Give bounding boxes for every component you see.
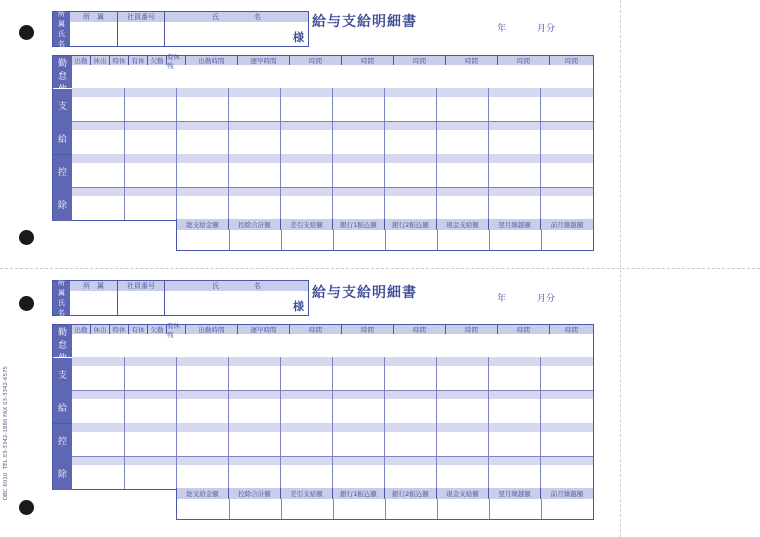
- dept-header: 所 属: [70, 12, 118, 22]
- col-rule: [332, 357, 333, 489]
- col-rule: [124, 88, 125, 220]
- label-yukyu: 有休: [129, 56, 148, 65]
- name-box-side: [53, 12, 70, 46]
- col-rule: [281, 230, 282, 250]
- name-header: 氏 名: [212, 282, 261, 290]
- col-rule: [540, 357, 541, 489]
- side-char: 控: [57, 168, 67, 178]
- name-box-side: [53, 281, 70, 315]
- side-char: 属: [58, 289, 65, 297]
- payment-side: [53, 88, 72, 155]
- detail-grid: [52, 321, 594, 490]
- col-rule: [489, 499, 490, 519]
- label-kyushutsu: 休出: [91, 56, 110, 65]
- col-rule: [281, 499, 282, 519]
- name-box: [52, 11, 309, 47]
- pay-slip-bottom: [0, 269, 620, 534]
- col-rule: [280, 357, 281, 489]
- col-rule: [489, 230, 490, 250]
- bank1-label: 銀行1振込額: [333, 219, 385, 230]
- sama-label: 様: [293, 300, 304, 313]
- col-rule: [124, 357, 125, 489]
- col-rule: [385, 499, 386, 519]
- label-shukkin: 出勤: [72, 56, 91, 65]
- col-rule: [333, 499, 334, 519]
- bank2-label: 銀行2振込額: [385, 219, 437, 230]
- side-char: 控: [57, 437, 67, 447]
- side-char: 所: [58, 279, 65, 287]
- col-rule: [488, 88, 489, 220]
- side-char: 怠: [57, 72, 67, 82]
- detail-grid: [52, 52, 594, 221]
- cash-label: 現金支給額: [437, 488, 489, 499]
- contact-line: TEL 03-3342-1880 FAX 03-3342-6575: [3, 366, 9, 470]
- side-char: 給: [57, 404, 67, 414]
- employee-no-field[interactable]: [118, 22, 165, 46]
- carry-prev-label: 前月繰越額: [541, 219, 593, 230]
- side-char: 所: [58, 10, 65, 18]
- label-work-hours: 出勤時間: [186, 56, 238, 65]
- side-char: 給: [57, 135, 67, 145]
- col-rule: [436, 88, 437, 220]
- label-yukyu-zan: 有休残: [167, 325, 186, 334]
- label-kekkin: 欠勤: [148, 56, 167, 65]
- col-rule: [176, 357, 177, 489]
- label-hours: 時間: [290, 325, 342, 334]
- col-rule: [332, 88, 333, 220]
- side-char: 氏: [58, 30, 65, 38]
- label-hours: 時間: [446, 56, 498, 65]
- label-hours: 時間: [498, 325, 550, 334]
- side-char: 怠: [57, 341, 67, 351]
- side-char: 勤: [57, 59, 67, 69]
- label-tokkyu: 特休: [110, 325, 129, 334]
- side-char: 属: [58, 20, 65, 28]
- dept-header: 所 属: [70, 281, 118, 291]
- label-yukyu: 有休: [129, 325, 148, 334]
- bank2-label: 銀行2振込額: [385, 488, 437, 499]
- col-rule: [176, 88, 177, 220]
- label-kekkin: 欠勤: [148, 325, 167, 334]
- label-hours: 時間: [394, 325, 446, 334]
- cash-label: 現金支給額: [437, 219, 489, 230]
- col-rule: [437, 499, 438, 519]
- net-pay-label: 差引支給額: [281, 488, 333, 499]
- col-rule: [333, 230, 334, 250]
- dept-field[interactable]: [70, 291, 118, 315]
- deduction-side: [53, 154, 72, 221]
- dept-field[interactable]: [70, 22, 118, 46]
- carry-next-label: 翌月繰越額: [489, 488, 541, 499]
- form-title: 給与支給明細書: [312, 14, 417, 30]
- carry-next-label: 翌月繰越額: [489, 219, 541, 230]
- col-rule: [229, 499, 230, 519]
- sama-label: 様: [293, 31, 304, 44]
- totals-row: [176, 488, 594, 520]
- name-field[interactable]: [165, 22, 308, 46]
- col-rule: [541, 230, 542, 250]
- form-title: 給与支給明細書: [312, 285, 417, 301]
- employee-no-field[interactable]: [118, 291, 165, 315]
- employee-no-header: 社員番号: [118, 12, 165, 22]
- label-hours: 時間: [290, 56, 342, 65]
- net-pay-label: 差引支給額: [281, 219, 333, 230]
- label-hours: 時間: [550, 325, 593, 334]
- col-rule: [228, 88, 229, 220]
- col-rule: [385, 230, 386, 250]
- name-box: [52, 280, 309, 316]
- side-char: 除: [57, 201, 67, 211]
- bank1-label: 銀行1振込額: [333, 488, 385, 499]
- label-yukyu-zan: 有休残: [167, 56, 186, 65]
- col-rule: [228, 357, 229, 489]
- name-field[interactable]: [165, 291, 308, 315]
- side-char: 支: [57, 102, 67, 112]
- col-rule: [436, 357, 437, 489]
- side-char: 支: [57, 371, 67, 381]
- col-rule: [437, 230, 438, 250]
- total-deduction-label: 控除合計額: [229, 219, 281, 230]
- form-code: OBC 6010: [3, 472, 9, 501]
- label-late-early: 遅早時間: [238, 56, 290, 65]
- label-kyushutsu: 休出: [91, 325, 110, 334]
- col-rule: [384, 88, 385, 220]
- label-hours: 時間: [498, 56, 550, 65]
- side-char: 氏: [58, 299, 65, 307]
- total-pay-label: 総支給金額: [177, 219, 229, 230]
- label-late-early: 遅早時間: [238, 325, 290, 334]
- name-header: 氏 名: [212, 13, 261, 21]
- side-char: 名: [58, 40, 65, 48]
- label-hours: 時間: [394, 56, 446, 65]
- col-rule: [541, 499, 542, 519]
- label-hours: 時間: [446, 325, 498, 334]
- label-work-hours: 出勤時間: [186, 325, 238, 334]
- totals-row: [176, 219, 594, 251]
- label-hours: 時間: [342, 325, 394, 334]
- carry-prev-label: 前月繰越額: [541, 488, 593, 499]
- payment-side: [53, 357, 72, 424]
- total-pay-label: 総支給金額: [177, 488, 229, 499]
- col-rule: [488, 357, 489, 489]
- side-char: 名: [58, 309, 65, 317]
- col-rule: [280, 88, 281, 220]
- pay-slip-top: [0, 0, 620, 265]
- attendance-side: [53, 325, 72, 357]
- year-label: 年: [497, 294, 507, 304]
- year-label: 年: [497, 24, 507, 34]
- total-deduction-label: 控除合計額: [229, 488, 281, 499]
- label-hours: 時間: [342, 56, 394, 65]
- attendance-side: [53, 56, 72, 88]
- deduction-side: [53, 423, 72, 490]
- label-shukkin: 出勤: [72, 325, 91, 334]
- label-tokkyu: 特休: [110, 56, 129, 65]
- col-rule: [540, 88, 541, 220]
- month-label: 月分: [537, 24, 556, 34]
- side-char: 除: [57, 470, 67, 480]
- employee-no-header: 社員番号: [118, 281, 165, 291]
- label-hours: 時間: [550, 56, 593, 65]
- col-rule: [384, 357, 385, 489]
- side-char: 勤: [57, 328, 67, 338]
- month-label: 月分: [537, 294, 556, 304]
- col-rule: [229, 230, 230, 250]
